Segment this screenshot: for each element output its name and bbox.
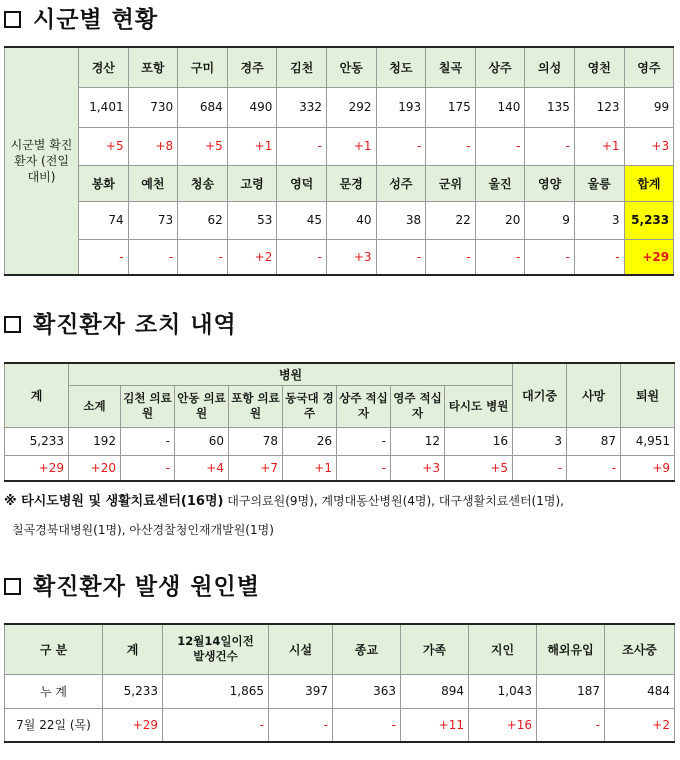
city-name: 영양 [525, 165, 575, 201]
header-hospital-dongguk: 동국대 경주 [283, 385, 337, 427]
cell-value: 26 [283, 427, 337, 455]
city-total: 684 [178, 87, 228, 127]
table-row [5, 674, 675, 708]
table-row [5, 239, 674, 275]
city-name: 영천 [574, 47, 624, 87]
cell-value: 16 [445, 427, 513, 455]
checkbox-square-icon [4, 11, 21, 28]
city-total: 135 [525, 87, 575, 127]
city-total: 140 [475, 87, 525, 127]
cell-value: 87 [567, 427, 621, 455]
header-family: 가족 [401, 624, 469, 674]
city-total: 175 [426, 87, 476, 127]
city-name: 경산 [79, 47, 129, 87]
city-delta: +2 [227, 239, 277, 275]
cell-delta: - [333, 708, 401, 742]
cell-value: 78 [229, 427, 283, 455]
city-total: 62 [178, 201, 228, 239]
cell-delta: +11 [401, 708, 469, 742]
cell-delta: +4 [175, 455, 229, 481]
checkbox-square-icon [4, 578, 21, 595]
city-name: 영덕 [277, 165, 327, 201]
city-name: 울진 [475, 165, 525, 201]
city-name: 고령 [227, 165, 277, 201]
city-name: 상주 [475, 47, 525, 87]
header-total: 계 [5, 363, 69, 427]
cell-delta: - [121, 455, 175, 481]
cell-delta: +3 [391, 455, 445, 481]
checkbox-square-icon [4, 316, 21, 333]
cell-value: 484 [605, 674, 675, 708]
table-row [5, 708, 675, 742]
city-total: 20 [475, 201, 525, 239]
cause-table [4, 623, 675, 743]
footnote-text: 대구의료원(9명), 계명대동산병원(4명), 대구생활치료센터(1명), [223, 494, 564, 508]
table-row [5, 363, 675, 385]
cell-value: - [121, 427, 175, 455]
city-name: 김천 [277, 47, 327, 87]
section-title-city: 시군별 현황 [4, 6, 158, 34]
city-delta: +3 [326, 239, 376, 275]
footnote-line2: 칠곡경북대병원(1명), 아산경찰청인재개발원(1명) [12, 523, 274, 537]
cell-delta: +16 [469, 708, 537, 742]
footnote-bold: ※ 타시도병원 및 생활치료센터(16명) [4, 494, 224, 509]
cell-value: 192 [69, 427, 121, 455]
city-delta: +1 [574, 127, 624, 165]
city-total: 332 [277, 87, 327, 127]
city-delta: +5 [178, 127, 228, 165]
city-delta: +1 [326, 127, 376, 165]
cell-value: 12 [391, 427, 445, 455]
city-total: 40 [326, 201, 376, 239]
city-name: 포항 [128, 47, 178, 87]
table-row [5, 455, 675, 481]
city-total: 3 [574, 201, 624, 239]
table-row [5, 165, 674, 201]
cell-value: 1,043 [469, 674, 537, 708]
cell-value: 60 [175, 427, 229, 455]
treatment-table [4, 362, 675, 482]
header-investigating: 조사중 [605, 624, 675, 674]
cell-delta: +7 [229, 455, 283, 481]
cell-value: 894 [401, 674, 469, 708]
city-status-table [4, 46, 674, 276]
table-row [5, 127, 674, 165]
city-name: 성주 [376, 165, 426, 201]
city-total: 38 [376, 201, 426, 239]
city-total: 53 [227, 201, 277, 239]
city-delta: - [475, 239, 525, 275]
side-label: 시군별 확진환자 (전일대비) [5, 47, 79, 275]
total-label: 합계 [624, 165, 674, 201]
city-name: 봉화 [79, 165, 129, 201]
header-hospital: 병원 [69, 363, 513, 385]
grand-total: 5,233 [624, 201, 674, 239]
header-hospital-pohang: 포항 의료원 [229, 385, 283, 427]
city-name: 안동 [326, 47, 376, 87]
cell-delta: - [163, 708, 269, 742]
cell-delta: - [337, 455, 391, 481]
cell-delta: - [567, 455, 621, 481]
city-name: 구미 [178, 47, 228, 87]
header-subtotal: 소계 [69, 385, 121, 427]
city-total: 22 [426, 201, 476, 239]
city-total: 193 [376, 87, 426, 127]
city-name: 경주 [227, 47, 277, 87]
city-delta: - [376, 239, 426, 275]
header-total: 계 [103, 624, 163, 674]
city-total: 123 [574, 87, 624, 127]
cell-delta: +1 [283, 455, 337, 481]
header-hospital-gimcheon: 김천 의료원 [121, 385, 175, 427]
city-total: 292 [326, 87, 376, 127]
city-total: 45 [277, 201, 327, 239]
cell-value: - [337, 427, 391, 455]
header-discharge: 퇴원 [621, 363, 675, 427]
table-row [5, 201, 674, 239]
header-acquaintance: 지인 [469, 624, 537, 674]
city-delta: - [525, 127, 575, 165]
city-delta: - [525, 239, 575, 275]
cell-value: 5,233 [103, 674, 163, 708]
city-name: 청도 [376, 47, 426, 87]
city-delta: - [426, 239, 476, 275]
city-delta: - [475, 127, 525, 165]
city-delta: - [128, 239, 178, 275]
cell-delta: +29 [103, 708, 163, 742]
cell-value: 3 [513, 427, 567, 455]
city-name: 문경 [326, 165, 376, 201]
city-name: 군위 [426, 165, 476, 201]
city-delta: - [178, 239, 228, 275]
cell-delta: +2 [605, 708, 675, 742]
city-total: 1,401 [79, 87, 129, 127]
cell-delta: +9 [621, 455, 675, 481]
header-overseas: 해외유입 [537, 624, 605, 674]
cell-value: 363 [333, 674, 401, 708]
cell-value: 397 [269, 674, 333, 708]
city-name: 청송 [178, 165, 228, 201]
city-delta: - [79, 239, 129, 275]
table-row [5, 87, 674, 127]
city-delta: +1 [227, 127, 277, 165]
city-delta: - [277, 127, 327, 165]
grand-total-delta: +29 [624, 239, 674, 275]
cell-value: 187 [537, 674, 605, 708]
city-delta: - [376, 127, 426, 165]
row-label-date: 7월 22일 (목) [5, 708, 103, 742]
city-delta: +8 [128, 127, 178, 165]
city-delta: - [574, 239, 624, 275]
city-name: 영주 [624, 47, 674, 87]
header-hospital-andong: 안동 의료원 [175, 385, 229, 427]
table-row [5, 624, 675, 674]
cell-delta: - [513, 455, 567, 481]
header-category: 구 분 [5, 624, 103, 674]
header-hospital-yeongju: 영주 적십자 [391, 385, 445, 427]
header-death: 사망 [567, 363, 621, 427]
city-total: 73 [128, 201, 178, 239]
header-before-dec14: 12월14일이전 발생건수 [163, 624, 269, 674]
table-row [5, 427, 675, 455]
city-total: 74 [79, 201, 129, 239]
city-delta: - [426, 127, 476, 165]
cell-value: 1,865 [163, 674, 269, 708]
city-name: 울릉 [574, 165, 624, 201]
city-delta: +5 [79, 127, 129, 165]
city-total: 99 [624, 87, 674, 127]
city-name: 칠곡 [426, 47, 476, 87]
table-row [5, 47, 674, 87]
cell-delta: - [269, 708, 333, 742]
cell-delta: +5 [445, 455, 513, 481]
header-waiting: 대기중 [513, 363, 567, 427]
city-name: 예천 [128, 165, 178, 201]
cell-delta: +29 [5, 455, 69, 481]
cell-delta: - [537, 708, 605, 742]
footnote-line1 [4, 490, 564, 509]
header-hospital-other: 타시도 병원 [445, 385, 513, 427]
header-facility: 시설 [269, 624, 333, 674]
city-delta: +3 [624, 127, 674, 165]
city-name: 의성 [525, 47, 575, 87]
cell-value: 4,951 [621, 427, 675, 455]
section-title-treatment: 확진환자 조치 내역 [4, 311, 237, 339]
city-delta: - [277, 239, 327, 275]
cell-delta: +20 [69, 455, 121, 481]
cell-value: 5,233 [5, 427, 69, 455]
header-hospital-sangju: 상주 적십자 [337, 385, 391, 427]
section-title-cause: 확진환자 발생 원인별 [4, 573, 260, 601]
row-label: 누 계 [5, 674, 103, 708]
city-total: 730 [128, 87, 178, 127]
header-religion: 종교 [333, 624, 401, 674]
city-total: 490 [227, 87, 277, 127]
city-total: 9 [525, 201, 575, 239]
